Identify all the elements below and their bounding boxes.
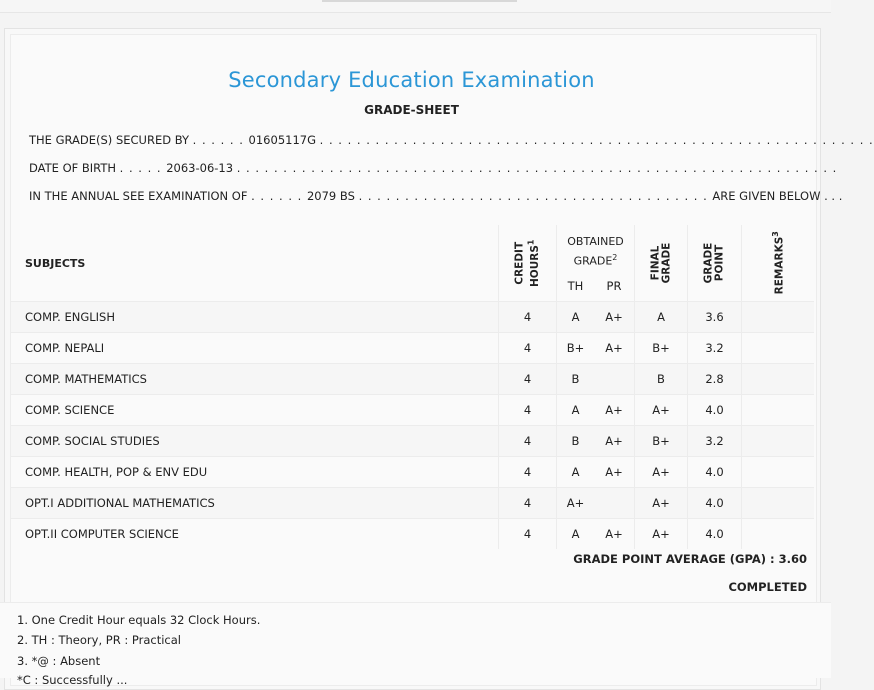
- gpa-summary: GRADE POINT AVERAGE (GPA) : 3.60: [573, 552, 807, 566]
- header-remarks-label: REMARKS: [773, 236, 786, 295]
- cell-pr: A+: [594, 332, 634, 363]
- cell-pr: A+: [594, 394, 634, 425]
- browser-top-strip: [0, 0, 831, 13]
- cell-subject: COMP. ENGLISH: [11, 301, 498, 332]
- cell-pr: A+: [594, 456, 634, 487]
- tab-indicator: [322, 0, 517, 2]
- cell-remarks: [741, 456, 814, 487]
- table-row: [11, 456, 814, 487]
- cell-final: B+: [634, 425, 687, 456]
- cell-final: A+: [634, 394, 687, 425]
- header-obtained-grade: [556, 225, 634, 271]
- header-final-grade: [634, 225, 687, 301]
- header-final-line1: FINAL: [649, 245, 661, 281]
- cell-remarks: [741, 301, 814, 332]
- cell-gp: 2.8: [687, 363, 741, 394]
- cell-gp: 4.0: [687, 518, 741, 549]
- cell-final: B+: [634, 332, 687, 363]
- header-final-line2: GRADE: [660, 242, 672, 284]
- cell-remarks: [741, 332, 814, 363]
- cell-gp: 4.0: [687, 456, 741, 487]
- exam-line: IN THE ANNUAL SEE EXAMINATION OF . . . . . . 2079 BS . . . . . . . . . . . . . . . . . . . . . . . . . . . . . . . . . . . . . . ARE GIVEN BELOW . . .: [29, 189, 843, 203]
- cell-pr: A+: [594, 301, 634, 332]
- cell-gp: 3.2: [687, 425, 741, 456]
- cell-remarks: [741, 518, 814, 549]
- dob-label: DATE OF BIRTH: [29, 161, 117, 175]
- cell-pr: [594, 487, 634, 518]
- cell-remarks: [741, 363, 814, 394]
- cell-credit: 4: [498, 425, 556, 456]
- cell-pr: A+: [594, 425, 634, 456]
- exam-label: IN THE ANNUAL SEE EXAMINATION OF: [29, 189, 248, 203]
- cell-subject: COMP. HEALTH, POP & ENV EDU: [11, 456, 498, 487]
- cell-credit: 4: [498, 332, 556, 363]
- header-obtained-line1: OBTAINED: [567, 235, 624, 249]
- header-pr: PR: [594, 271, 634, 301]
- header-grade-point: [687, 225, 741, 301]
- cell-th: A: [556, 301, 594, 332]
- grade-sheet-subtitle: GRADE-SHEET: [364, 103, 459, 117]
- cell-subject: COMP. SCIENCE: [11, 394, 498, 425]
- header-credit-line1: CREDIT: [513, 241, 526, 285]
- table-row: [11, 332, 814, 363]
- cell-subject: OPT.II COMPUTER SCIENCE: [11, 518, 498, 549]
- cell-pr: A+: [594, 518, 634, 549]
- symbol-number: 01605117G: [248, 133, 316, 147]
- cell-subject: COMP. MATHEMATICS: [11, 363, 498, 394]
- cell-th: A: [556, 394, 594, 425]
- table-row: [11, 301, 814, 332]
- cell-th: B+: [556, 332, 594, 363]
- header-obtained-sup: 2: [612, 253, 618, 263]
- dob-line: DATE OF BIRTH . . . . . 2063-06-13 . . . . . . . . . . . . . . . . . . . . . . . . . . . . . . . . . . . . . . . . . . . . . . . . . . . . . . . . . . . . . . . . .: [29, 161, 838, 175]
- cell-remarks: [741, 425, 814, 456]
- table-header-row: [11, 225, 814, 271]
- header-obtained-line2: GRADE: [573, 255, 613, 268]
- given-below-text: ARE GIVEN BELOW . . .: [712, 189, 843, 203]
- cell-gp: 4.0: [687, 394, 741, 425]
- cell-th: A+: [556, 487, 594, 518]
- header-remarks: [741, 225, 814, 301]
- header-th: TH: [556, 271, 594, 301]
- footnote-1: 1. One Credit Hour equals 32 Clock Hours.: [17, 613, 261, 627]
- cell-gp: 4.0: [687, 487, 741, 518]
- footnote-4: *C : Successfully ...: [17, 673, 128, 687]
- header-credit-sup: 1: [526, 239, 536, 245]
- table-row: [11, 425, 814, 456]
- cell-credit: 4: [498, 487, 556, 518]
- cell-remarks: [741, 487, 814, 518]
- cell-credit: 4: [498, 363, 556, 394]
- cell-pr: [594, 363, 634, 394]
- cell-final: A+: [634, 456, 687, 487]
- exam-year: 2079 BS: [306, 189, 355, 203]
- grade-secured-line: THE GRADE(S) SECURED BY . . . . . . 01605117G . . . . . . . . . . . . . . . . . . . . . . . . . . . . . . . . . . . . . . . . . . . . . . . . . . . . . . . . . . . .: [29, 133, 874, 147]
- completion-status: COMPLETED: [728, 580, 807, 594]
- table-row: [11, 394, 814, 425]
- cell-subject: OPT.I ADDITIONAL MATHEMATICS: [11, 487, 498, 518]
- header-gp-line1: GRADE: [702, 242, 715, 284]
- table-row: [11, 363, 814, 394]
- footnote-3: 3. *@ : Absent: [17, 654, 101, 668]
- cell-th: B: [556, 363, 594, 394]
- cell-th: A: [556, 518, 594, 549]
- cell-remarks: [741, 394, 814, 425]
- cell-credit: 4: [498, 301, 556, 332]
- cell-credit: 4: [498, 394, 556, 425]
- cell-subject: COMP. SOCIAL STUDIES: [11, 425, 498, 456]
- cell-credit: 4: [498, 456, 556, 487]
- exam-title: Secondary Education Examination: [228, 68, 595, 92]
- footnotes-section: [0, 602, 831, 687]
- header-credit-hours: [498, 225, 556, 301]
- grade-rows: [11, 301, 814, 549]
- cell-final: A+: [634, 487, 687, 518]
- grade-secured-label: THE GRADE(S) SECURED BY: [29, 133, 190, 147]
- cell-th: B: [556, 425, 594, 456]
- grades-table: [11, 225, 814, 549]
- header-subjects: SUBJECTS: [11, 225, 498, 301]
- header-credit-line2: HOURS: [528, 244, 541, 287]
- dob-value: 2063-06-13: [166, 161, 234, 175]
- cell-subject: COMP. NEPALI: [11, 332, 498, 363]
- table-row: [11, 518, 814, 549]
- cell-final: A+: [634, 518, 687, 549]
- cell-final: A: [634, 301, 687, 332]
- cell-credit: 4: [498, 518, 556, 549]
- cell-th: A: [556, 456, 594, 487]
- footnote-2: 2. TH : Theory, PR : Practical: [17, 633, 181, 647]
- cell-gp: 3.6: [687, 301, 741, 332]
- cell-final: B: [634, 363, 687, 394]
- cell-gp: 3.2: [687, 332, 741, 363]
- header-gp-line2: POINT: [713, 244, 726, 282]
- table-row: [11, 487, 814, 518]
- header-remarks-sup: 3: [771, 231, 781, 237]
